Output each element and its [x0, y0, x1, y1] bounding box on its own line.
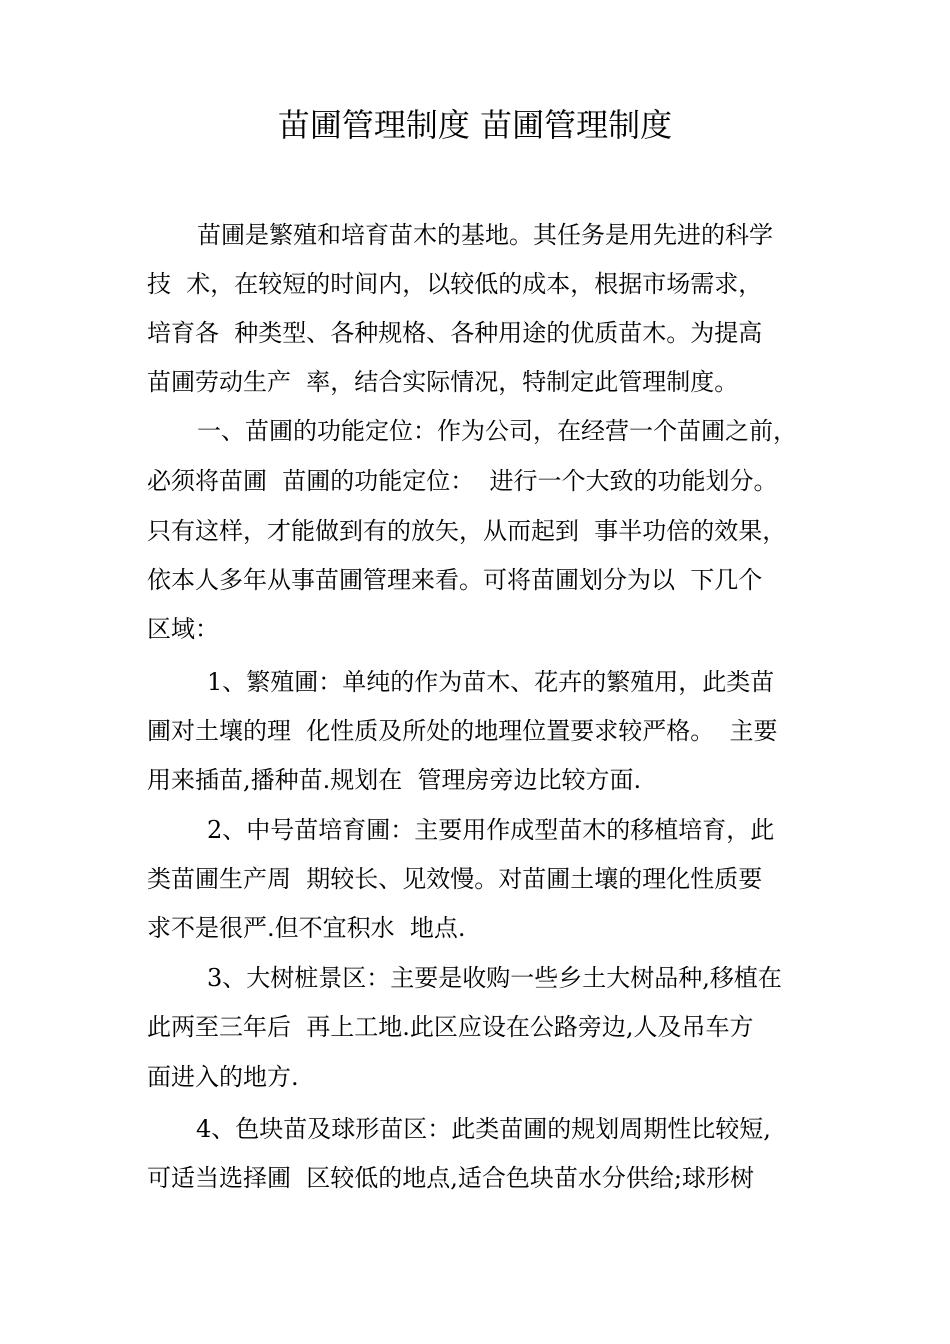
paragraph-line: 2、中号苗培育圃：主要用作成型苗木的移植培育，此: [207, 816, 775, 844]
paragraph-line: 苗圃劳动生产 率，结合实际情况，特制定此管理制度。: [147, 368, 739, 396]
paragraph-line: 培育各 种类型、各种规格、各种用途的优质苗木。为提高: [147, 319, 763, 347]
paragraph-line: 可适当选择圃 区较低的地点,适合色块苗水分供给;球形树: [147, 1164, 754, 1192]
document-title: 苗圃管理制度 苗圃管理制度: [277, 106, 673, 144]
paragraph-line: 用来插苗,播种苗.规划在 管理房旁边比较方面.: [147, 766, 642, 794]
paragraph-line: 区域：: [147, 615, 219, 643]
paragraph-line: 此两至三年后 再上工地.此区应设在公路旁边,人及吊车方: [147, 1013, 754, 1041]
paragraph-line: 求不是很严.但不宜积水 地点.: [147, 914, 466, 942]
paragraph-line: 类苗圃生产周 期较长、见效慢。对苗圃土壤的理化性质要: [147, 865, 763, 893]
paragraph-line: 技 术，在较短的时间内，以较低的成本，根据市场需求，: [147, 270, 763, 298]
paragraph-line: 圃对土壤的理 化性质及所处的地理位置要求较严格。 主要: [147, 717, 778, 745]
paragraph-line: 1、繁殖圃：单纯的作为苗木、花卉的繁殖用，此类苗: [207, 668, 775, 696]
paragraph-line: 苗圃是繁殖和培育苗木的基地。其任务是用先进的科学: [197, 221, 773, 249]
paragraph-line: 3、大树桩景区：主要是收购一些乡土大树品种,移植在: [207, 964, 782, 992]
paragraph-line: 依本人多年从事苗圃管理来看。可将苗圃划分为以 下几个: [147, 566, 763, 594]
paragraph-line: 4、色块苗及球形苗区：此类苗圃的规划周期性比较短,: [196, 1115, 771, 1143]
paragraph-line: 面进入的地方.: [147, 1063, 299, 1091]
paragraph-line: 只有这样，才能做到有的放矢，从而起到 事半功倍的效果，: [147, 517, 787, 545]
paragraph-line: 必须将苗圃 苗圃的功能定位： 进行一个大致的功能划分。: [147, 467, 778, 495]
paragraph-line: 一、苗圃的功能定位：作为公司，在经营一个苗圃之前，: [197, 417, 797, 445]
